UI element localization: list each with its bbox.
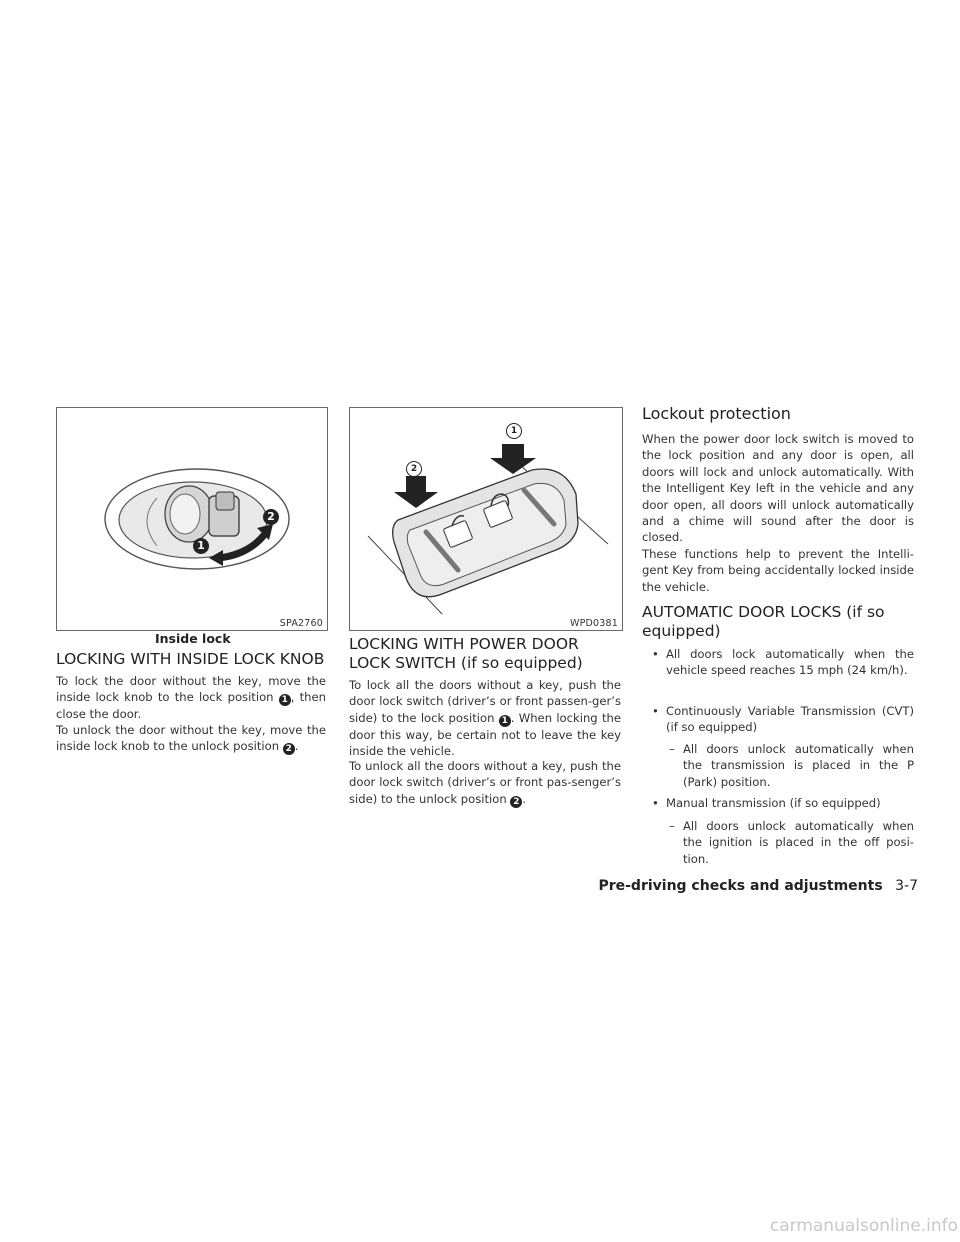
callout-1-icon: 1: [506, 423, 522, 439]
inside-lock-figure: [56, 407, 328, 631]
list-item: – All doors unlock automatically when the ignition is placed in the off posi-tion.: [669, 819, 914, 866]
watermark: carmanualsonline.info: [769, 1216, 958, 1236]
page-number: 3-7: [895, 878, 918, 894]
paragraph-power-lock: To lock all the doors without a key, push the door lock switch (driver’s or front passen-ger’s side) to the lock position 1 . When locking the door this way, be certain not to leave the key inside the vehicle.: [349, 678, 621, 759]
paragraph-lock: To lock the door without the key, move the inside lock knob to the lock position 1 , then close the door.: [56, 674, 327, 722]
callout-2-icon: 2: [263, 509, 279, 525]
bullet-icon: •: [652, 704, 659, 718]
section-heading-inside-lock: LOCKING WITH INSIDE LOCK KNOB: [56, 650, 325, 668]
callout-1-icon: 1: [499, 715, 511, 727]
bullet-icon: •: [652, 647, 659, 661]
callout-2-icon: 2: [406, 461, 422, 477]
callout-1-icon: 1: [279, 694, 291, 706]
list-item: – All doors unlock automatically when the transmission is placed in the P (Park) position.: [669, 742, 914, 789]
power-switch-illustration: [350, 408, 622, 630]
list-item: • All doors lock automatically when the vehicle speed reaches 15 mph (24 km/h).: [652, 647, 914, 678]
callout-1-icon: 1: [193, 538, 209, 554]
inside-lock-illustration: [57, 408, 327, 630]
section-heading-power-lock: LOCKING WITH POWER DOOR LOCK SWITCH (if so equipped): [349, 635, 583, 672]
figure-caption: Inside lock: [155, 631, 231, 646]
list-item: • Continuously Variable Transmission (CVT) (if so equipped): [652, 704, 914, 735]
section-heading-auto-locks: AUTOMATIC DOOR LOCKS (if so equipped): [642, 603, 885, 640]
callout-2-icon: 2: [283, 743, 295, 755]
bullet-icon: •: [652, 796, 659, 810]
paragraph-lockout: When the power door lock switch is moved to the lock position and any door is open, all doors will lock and unlock automatically. With the Intelligent Key left in the vehicle and any door open, all doors will unlock automatically and a chime will sound after the door is closed.: [642, 432, 914, 545]
subheading-lockout: Lockout protection: [642, 404, 791, 423]
page-footer: [593, 878, 918, 894]
callout-2-icon: 2: [510, 796, 522, 808]
section-title: Pre-driving checks and adjustments: [598, 878, 883, 894]
paragraph-unlock: To unlock the door without the key, move the inside lock knob to the unlock position 2 .: [56, 723, 326, 755]
power-switch-figure: [349, 407, 623, 631]
paragraph-power-unlock: To unlock all the doors without a key, push the door lock switch (driver’s or front pas-senger’s side) to the unlock position 2 .: [349, 759, 621, 807]
figure-code: WPD0381: [569, 618, 618, 629]
list-item: • Manual transmission (if so equipped): [652, 796, 881, 810]
dash-icon: –: [669, 742, 675, 756]
figure-code: SPA2760: [279, 618, 323, 629]
dash-icon: –: [669, 819, 675, 833]
paragraph-lockout-note: These functions help to prevent the Intelli-gent Key from being accidentally locked inside the vehicle.: [642, 547, 914, 594]
